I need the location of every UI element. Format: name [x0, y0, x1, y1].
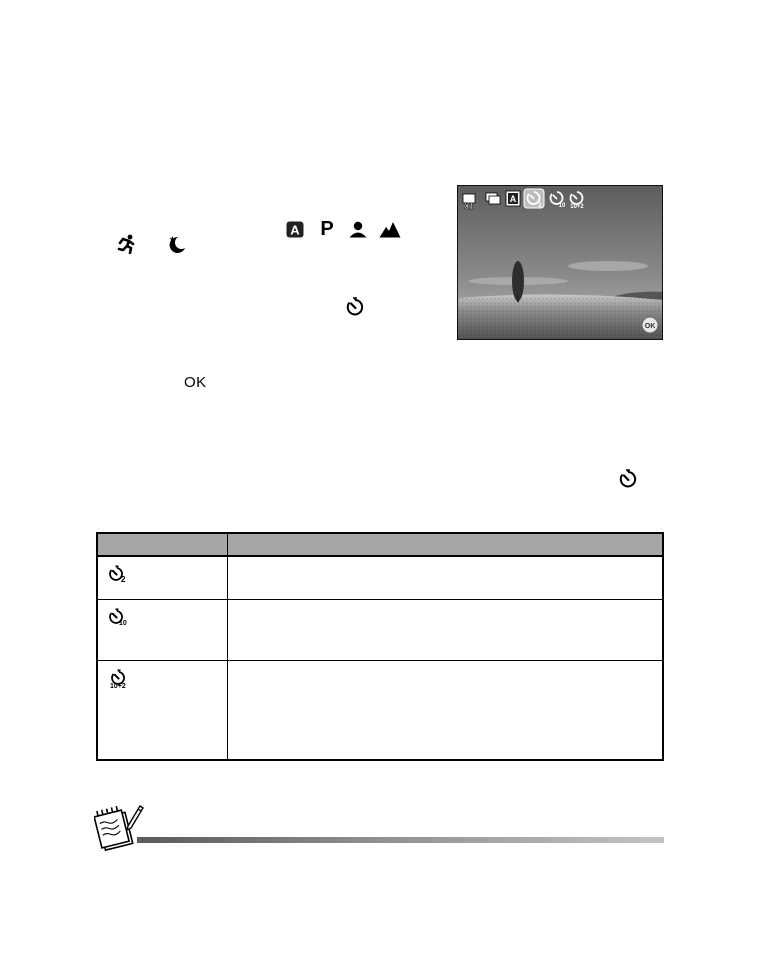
svg-text:OK: OK [644, 323, 656, 330]
self-timer-10-plus-2-icon [108, 669, 134, 689]
svg-text:P: P [320, 218, 334, 238]
table-cell-description [227, 556, 663, 600]
table-row [97, 661, 663, 761]
auto-bracket-icon [506, 191, 520, 206]
night-scene-mode-icon [167, 235, 187, 253]
svg-text:2: 2 [538, 203, 542, 209]
self-timer-table [96, 532, 664, 761]
self-timer-icon [618, 469, 638, 489]
table-cell-description [227, 600, 663, 661]
self-timer-2s-icon [524, 189, 544, 209]
table-header-icon [97, 533, 227, 556]
self-timer-10s-icon [108, 608, 132, 626]
camera-lcd-preview [457, 185, 663, 340]
lcd-ok-badge [642, 317, 658, 333]
sports-mode-icon [117, 234, 137, 254]
self-timer-icon [345, 297, 365, 317]
table-header-row [97, 533, 663, 556]
self-timer-2s-icon [108, 565, 130, 583]
table-row [97, 600, 663, 661]
table-cell-description [227, 661, 663, 761]
table-cell-icon [97, 600, 227, 661]
image-size-icon [463, 194, 475, 211]
program-mode-icon [318, 218, 336, 238]
table-cell-icon [97, 661, 227, 761]
table-row [97, 556, 663, 600]
svg-text:A: A [290, 222, 300, 238]
table-cell-icon [97, 556, 227, 600]
svg-text:10: 10 [558, 203, 566, 209]
note-divider-bar [137, 837, 664, 843]
auto-mode-icon [286, 221, 304, 238]
svg-text:X1: X1 [464, 202, 474, 211]
portrait-mode-icon [348, 221, 368, 238]
svg-text:10+2: 10+2 [110, 683, 126, 689]
svg-text:A: A [509, 194, 517, 204]
svg-text:2: 2 [121, 575, 126, 583]
note-pad-icon [94, 802, 144, 857]
table-header-description [227, 533, 663, 556]
landscape-mode-icon [379, 220, 401, 238]
svg-text:10+2: 10+2 [570, 204, 584, 210]
ok-button-label: OK [184, 374, 207, 391]
svg-text:10: 10 [119, 620, 127, 626]
